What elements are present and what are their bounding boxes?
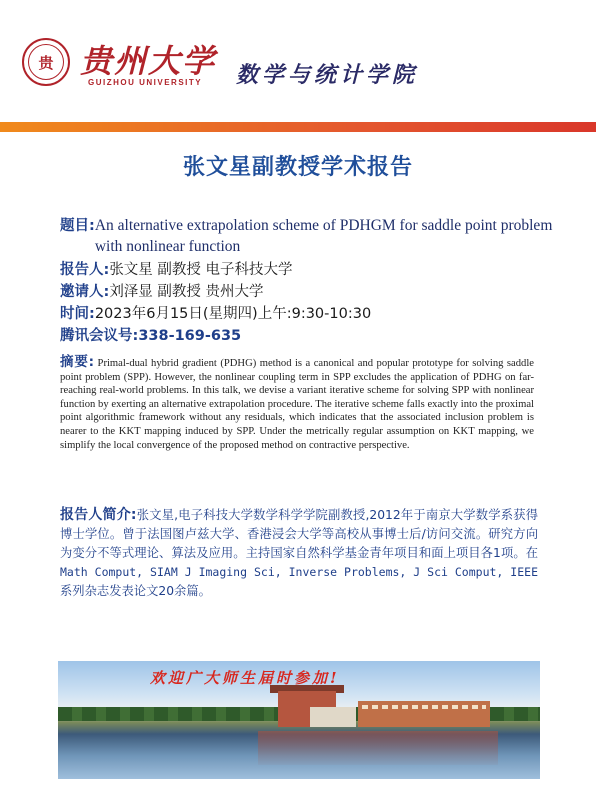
university-name-cn: 贵州大学 xyxy=(80,42,217,80)
meeting-row xyxy=(60,325,560,347)
speaker-row xyxy=(60,259,560,281)
time-value: 2023年6月15日(星期四)上午:9:30-10:30 xyxy=(94,306,372,322)
university-seal-logo xyxy=(22,38,70,86)
abstract-label: 摘要: xyxy=(60,354,95,370)
page-title: 张文星副教授学术报告 xyxy=(182,155,413,180)
bio-tail: 系列杂志发表论文20余篇。 xyxy=(60,584,211,598)
campus-banner-image xyxy=(58,661,540,779)
seal-emblem: 贵 xyxy=(28,44,64,80)
lake-reflection xyxy=(258,731,498,765)
bio-label: 报告人简介: xyxy=(60,507,137,523)
header xyxy=(0,0,596,120)
meeting-label: 腾讯会议号: xyxy=(60,328,139,344)
inviter-value: 刘泽显 副教授 贵州大学 xyxy=(109,284,264,300)
building-windows xyxy=(362,705,486,709)
time-label: 时间: xyxy=(60,306,95,322)
talk-info xyxy=(60,215,560,347)
speaker-value: 张文星 副教授 电子科技大学 xyxy=(109,262,293,278)
welcome-message: 欢迎广大师生届时参加! xyxy=(150,669,340,687)
topic-value: An alternative extrapolation scheme of PDHGM for saddle point problem with nonlinear function xyxy=(94,217,553,255)
abstract xyxy=(60,356,534,452)
bio-journals: Math Comput, SIAM J Imaging Sci, Inverse Problems, J Sci Comput, IEEE xyxy=(60,565,538,579)
university-name-en: GUIZHOU UNIVERSITY xyxy=(88,78,203,87)
header-divider-bar xyxy=(0,122,596,132)
speaker-label: 报告人: xyxy=(60,262,110,278)
topic-row xyxy=(60,215,560,257)
inviter-row xyxy=(60,281,560,303)
college-name: 数学与统计学院 xyxy=(236,62,419,88)
topic-label: 题目: xyxy=(60,218,95,234)
meeting-id: 338-169-635 xyxy=(138,328,242,344)
campus-building xyxy=(310,707,356,727)
speaker-bio xyxy=(60,506,538,601)
time-row xyxy=(60,303,560,325)
bio-text: 张文星,电子科技大学数学科学学院副教授,2012年于南京大学数学系获得博士学位。曾于法国图卢兹大学、香港浸会大学等高校从事博士后/访问交流。研究方向为变分不等式理论、算法及应用。主持国家自然科学基金青年项目和面上项目各1项。在 xyxy=(60,508,538,560)
abstract-text: Primal-dual hybrid gradient (PDHG) method is a canonical and popular prototype for solving saddle point problem (SPP). However, the nonlinear coupling term in SPP excludes the application of PDHG on far-reaching real-world problems. In this talk, we devise a variant iterative scheme for solving SPP with nonlinear function by exerting an alternative extrapolation procedure. The iterative scheme falls exactly into the proximal point algorithmic framework without any residuals, which indicates that the associated inclusion problem is nearer to the KKT mapping induced by SPP. Under the metrically regular assumption on KKT mapping, we simplify the local convergence of the proposed method on contractive perspective. xyxy=(60,358,534,451)
inviter-label: 邀请人: xyxy=(60,284,110,300)
